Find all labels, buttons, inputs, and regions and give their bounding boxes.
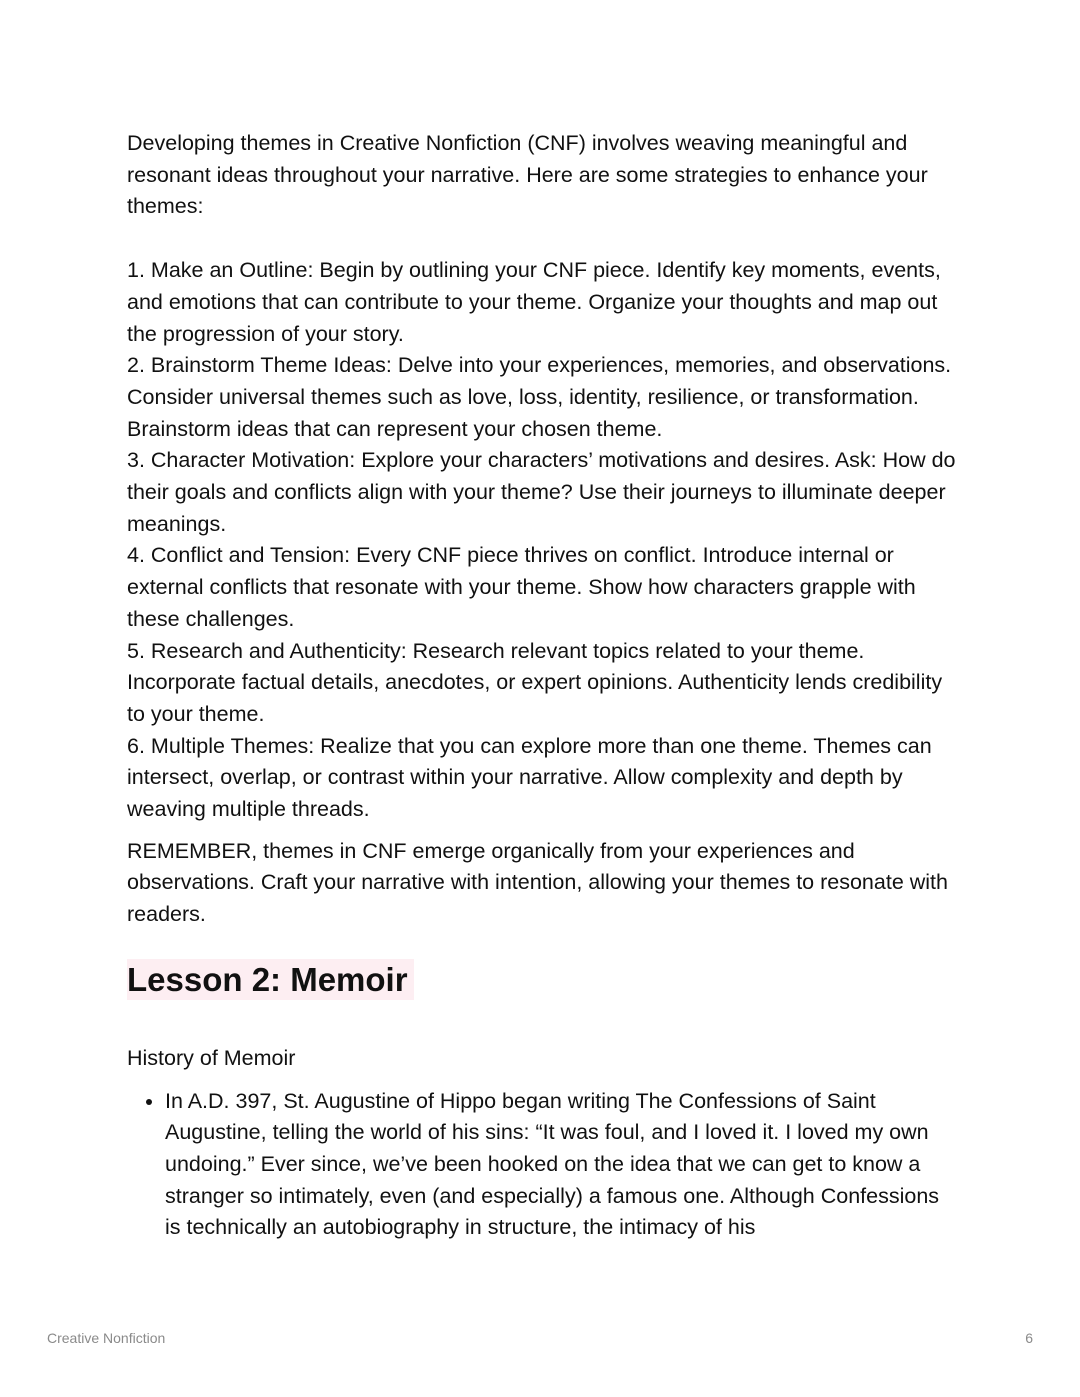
lesson-heading: Lesson 2: Memoir [127,959,414,1000]
document-body [127,128,957,1244]
footer-document-title: Creative Nonfiction [47,1330,166,1346]
strategy-item: 6. Multiple Themes: Realize that you can explore more than one theme. Themes can intersect, overlap, or contrast within your narrative. Allow complexity and depth by weaving multiple threads. [127,733,932,822]
list-item: • In A.D. 397, St. Augustine of Hippo began writing The Confessions of Saint Augustine, telling the world of his sins: “It was foul, and I loved it. I loved my own undoing.” Ever since, we’ve been hooked on the idea that we can get to know a stranger so intimately, even (and especially) a famous one. Although Confessions is technically an autobiography in structure, the intimacy of his [165,1086,957,1245]
strategy-list [127,255,957,826]
intro-paragraph: Developing themes in Creative Nonfiction (CNF) involves weaving meaningful and resonant ideas throughout your narrative. Here are some strategies to enhance your themes: [127,131,928,219]
strategy-item: 5. Research and Authenticity: Research relevant topics related to your theme. Incorporate factual details, anecdotes, or expert opinions. Authenticity lends credibility to your theme. [127,638,943,726]
strategy-item: 4. Conflict and Tension: Every CNF piece thrives on conflict. Introduce internal or external conflicts that resonate with your theme. Show how characters grapple with these challenges. [127,543,916,631]
remember-paragraph: REMEMBER, themes in CNF emerge organically from your experiences and observations. Craft your narrative with intention, allowing your themes to resonate with readers. [127,838,948,927]
strategy-item: 3. Character Motivation: Explore your characters’ motivations and desires. Ask: How do their goals and conflicts align with your theme? Use their journeys to illuminate deeper meanings. [127,448,956,536]
strategy-item: 1. Make an Outline: Begin by outlining your CNF piece. Identify key moments, events, and emotions that can contribute to your theme. Organize your thoughts and map out the progression of your story. [127,258,941,346]
section-subheading: History of Memoir [127,1045,296,1070]
history-bullet-list [127,1086,957,1245]
footer-page-number: 6 [1025,1330,1033,1346]
strategy-item: 2. Brainstorm Theme Ideas: Delve into your experiences, memories, and observations. Consider universal themes such as love, loss, identity, resilience, or transformation. Brainstorm ideas that can represent your chosen theme. [127,353,952,441]
